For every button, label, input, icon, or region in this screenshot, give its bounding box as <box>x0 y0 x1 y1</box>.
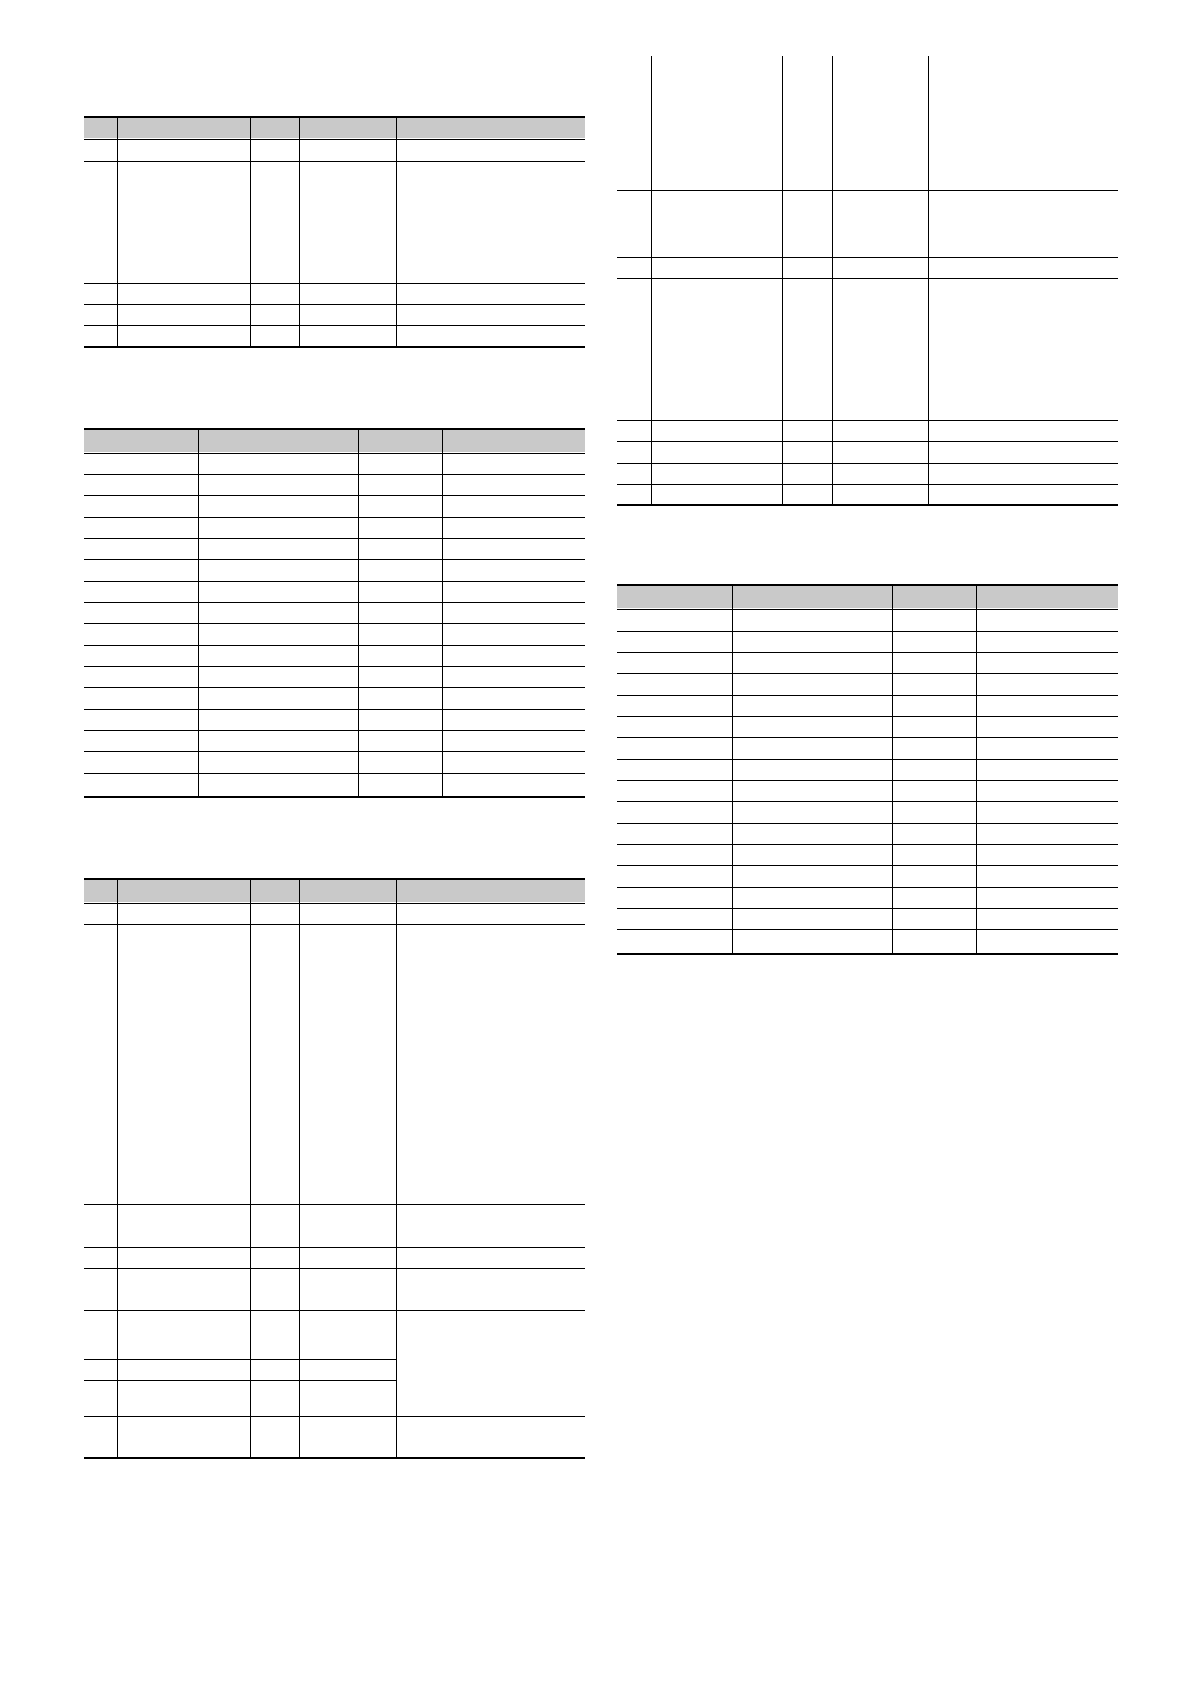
table-horizontal-rule <box>84 517 585 518</box>
table-vertical-rule <box>892 586 893 954</box>
table-horizontal-rule <box>617 673 1118 674</box>
table-vertical-rule <box>832 56 833 505</box>
table-horizontal-rule <box>84 495 585 496</box>
table-vertical-rule <box>732 586 733 954</box>
table-horizontal-rule <box>617 609 1118 610</box>
table-vertical-rule <box>299 118 300 347</box>
table-horizontal-rule <box>617 865 1118 866</box>
table-horizontal-rule <box>84 751 585 752</box>
table-horizontal-rule <box>84 325 585 326</box>
table-horizontal-rule <box>84 453 585 454</box>
table-horizontal-rule <box>617 257 1118 258</box>
table-e-header-row <box>617 586 1118 608</box>
table-horizontal-rule <box>84 623 585 624</box>
table-horizontal-rule <box>617 504 1118 506</box>
table-horizontal-rule <box>617 929 1118 930</box>
table-a-header-row <box>84 118 585 138</box>
table-horizontal-rule <box>617 844 1118 845</box>
table-horizontal-rule <box>617 631 1118 632</box>
table-horizontal-rule <box>84 283 585 284</box>
table-horizontal-rule <box>84 773 585 774</box>
table-horizontal-rule <box>617 908 1118 909</box>
table-horizontal-rule <box>84 796 585 798</box>
table-vertical-rule <box>198 430 199 797</box>
table-vertical-rule <box>117 118 118 347</box>
table-horizontal-rule <box>84 924 585 925</box>
table-horizontal-rule <box>617 716 1118 717</box>
table-horizontal-rule <box>84 1204 585 1205</box>
table-horizontal-rule <box>84 1457 585 1459</box>
table-horizontal-rule <box>84 687 585 688</box>
table-c-header-row <box>84 880 585 902</box>
table-horizontal-rule <box>617 484 1118 485</box>
table-horizontal-rule <box>84 1247 585 1248</box>
table-horizontal-rule <box>617 823 1118 824</box>
table-horizontal-rule <box>84 139 585 140</box>
table-horizontal-rule <box>84 709 585 710</box>
table-horizontal-rule <box>617 441 1118 442</box>
table-horizontal-rule <box>84 161 585 162</box>
table-horizontal-rule <box>617 780 1118 781</box>
table-horizontal-rule <box>617 801 1118 802</box>
table-horizontal-rule <box>617 887 1118 888</box>
table-horizontal-rule <box>84 581 585 582</box>
table-vertical-rule <box>396 118 397 347</box>
table-horizontal-rule <box>84 903 585 904</box>
table-horizontal-rule <box>617 278 1118 279</box>
table-vertical-rule <box>250 118 251 347</box>
table-horizontal-rule <box>617 420 1118 421</box>
table-vertical-rule <box>250 880 251 1458</box>
table-vertical-rule <box>651 56 652 505</box>
table-vertical-rule <box>299 880 300 1458</box>
table-horizontal-rule <box>84 474 585 475</box>
table-vertical-rule <box>442 430 443 797</box>
table-vertical-rule <box>976 586 977 954</box>
table-horizontal-rule <box>84 1359 396 1360</box>
table-horizontal-rule <box>617 695 1118 696</box>
table-horizontal-rule <box>617 190 1118 191</box>
table-vertical-rule <box>117 880 118 1458</box>
table-horizontal-rule <box>84 666 585 667</box>
table-horizontal-rule <box>84 1380 396 1381</box>
table-horizontal-rule <box>84 602 585 603</box>
table-vertical-rule <box>358 430 359 797</box>
table-horizontal-rule <box>84 1310 585 1311</box>
table-horizontal-rule <box>84 559 585 560</box>
table-vertical-rule <box>782 56 783 505</box>
table-horizontal-rule <box>84 538 585 539</box>
table-horizontal-rule <box>84 1268 585 1269</box>
table-horizontal-rule <box>84 346 585 348</box>
table-b-header-row <box>84 430 585 452</box>
table-horizontal-rule <box>84 304 585 305</box>
table-horizontal-rule <box>617 759 1118 760</box>
table-vertical-rule <box>928 56 929 505</box>
table-vertical-rule <box>396 880 397 1458</box>
table-horizontal-rule <box>84 730 585 731</box>
table-horizontal-rule <box>617 652 1118 653</box>
table-horizontal-rule <box>617 463 1118 464</box>
table-horizontal-rule <box>84 645 585 646</box>
table-horizontal-rule <box>617 953 1118 955</box>
table-horizontal-rule <box>617 737 1118 738</box>
table-horizontal-rule <box>84 1416 585 1417</box>
